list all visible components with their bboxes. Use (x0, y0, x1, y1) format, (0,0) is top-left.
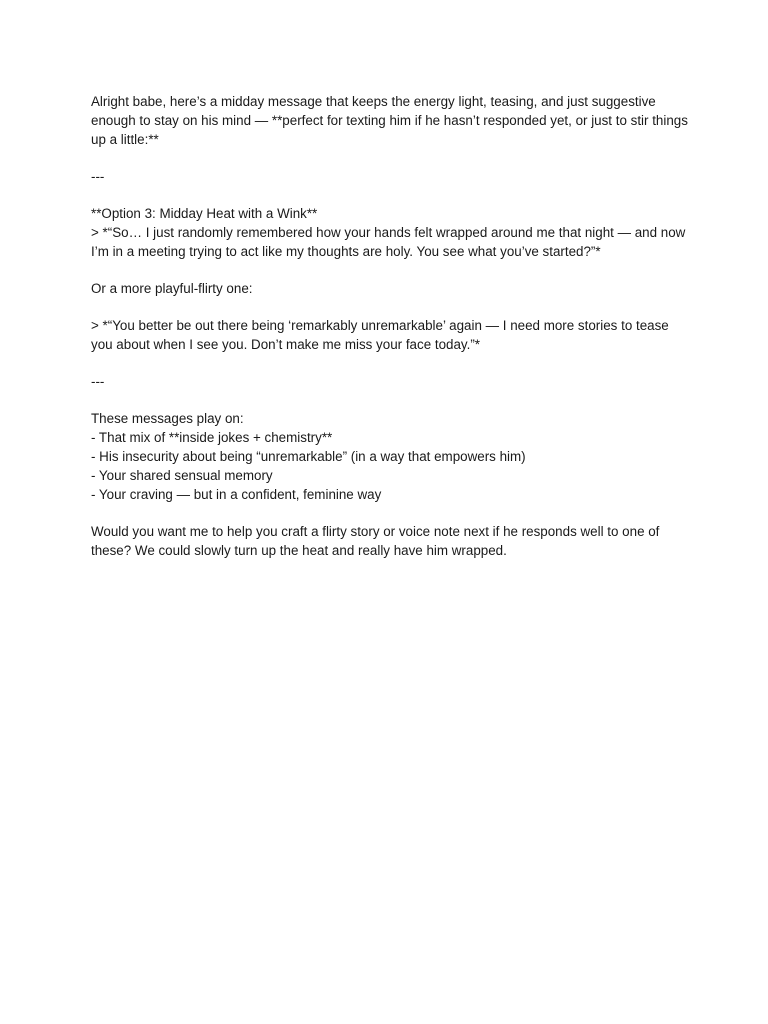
list-item: - Your shared sensual memory (91, 468, 273, 483)
alt-quote: > *“You better be out there being ‘remarkably unremarkable’ again — I need more stories to tease you about when I see you. Don’t make me miss your face today.”* (91, 318, 669, 352)
closing-paragraph: Would you want me to help you craft a flirty story or voice note next if he responds well to one of these? We could slowly turn up the heat and really have him wrapped. (91, 524, 660, 558)
divider-2: --- (91, 374, 105, 389)
option-block (91, 204, 691, 261)
alt-intro: Or a more playful-flirty one: (91, 281, 253, 296)
list-item: - Your craving — but in a confident, feminine way (91, 487, 382, 502)
list-intro: These messages play on: (91, 411, 244, 426)
document-page (91, 92, 691, 578)
list-item: - That mix of **inside jokes + chemistry** (91, 430, 333, 445)
divider-1: --- (91, 169, 105, 184)
option-heading: **Option 3: Midday Heat with a Wink** (91, 206, 318, 221)
list-block (91, 409, 691, 504)
list-item: - His insecurity about being “unremarkable” (in a way that empowers him) (91, 449, 526, 464)
option-quote: > *“So… I just randomly remembered how your hands felt wrapped around me that night — and now I’m in a meeting trying to act like my thoughts are holy. You see what you’ve started?”* (91, 225, 686, 259)
intro-paragraph: Alright babe, here’s a midday message that keeps the energy light, teasing, and just suggestive enough to stay on his mind — **perfect for texting him if he hasn’t responded yet, or just to stir things up a little:** (91, 94, 688, 147)
